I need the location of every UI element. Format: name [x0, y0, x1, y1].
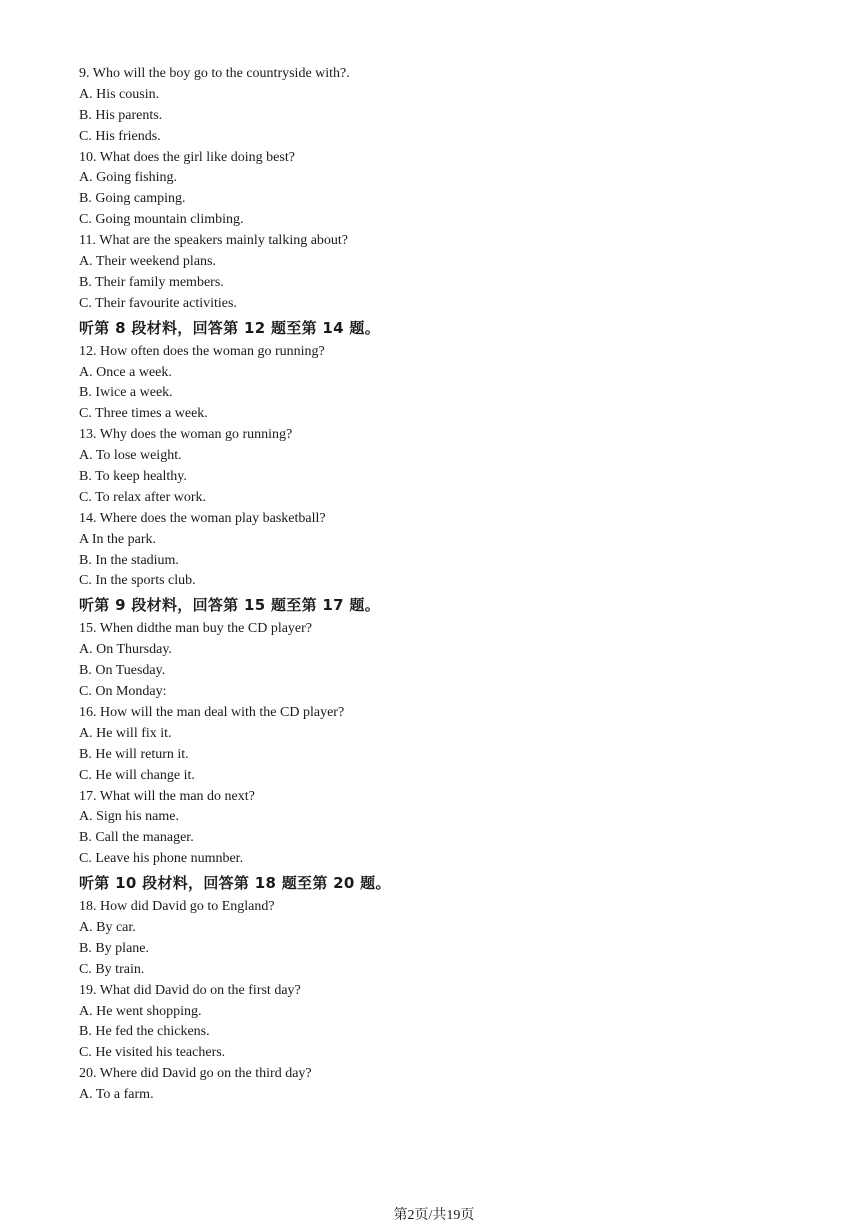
question-text: 17. What will the man do next? [79, 788, 255, 804]
section-heading: 听第 8 段材料，回答第 12 题至第 14 题。 [79, 318, 381, 337]
question-text: 12. How often does the woman go running? [79, 343, 325, 359]
answer-option: C. Going mountain climbing. [79, 212, 244, 228]
question-text: 16. How will the man deal with the CD player? [79, 704, 345, 720]
answer-option: A In the park. [79, 531, 156, 547]
question-text: 11. What are the speakers mainly talking about? [79, 233, 349, 249]
answer-option: A. Their weekend plans. [79, 254, 216, 270]
answer-option: A. Going fishing. [79, 170, 177, 186]
answer-option: B. Iwice a week. [79, 385, 173, 401]
answer-option: C. Their favourite activities. [79, 295, 237, 311]
question-text: 19. What did David do on the first day? [79, 982, 301, 998]
answer-option: C. By train. [79, 961, 145, 977]
question-text: 10. What does the girl like doing best? [79, 149, 295, 165]
answer-option: A. Sign his name. [79, 809, 179, 825]
answer-option: B. Their family members. [79, 274, 224, 290]
question-text: 9. Who will the boy go to the countryside with?. [79, 66, 350, 81]
answer-option: A. Once a week. [79, 364, 172, 380]
answer-option: A. By car. [79, 919, 136, 935]
answer-option: B. On Tuesday. [79, 663, 166, 679]
answer-option: A. To a farm. [79, 1087, 154, 1103]
answer-option: A. He will fix it. [79, 725, 172, 741]
question-text: 15. When didthe man buy the CD player? [79, 621, 313, 637]
answer-option: C. He visited his teachers. [79, 1045, 226, 1061]
answer-option: B. He fed the chickens. [79, 1024, 210, 1040]
document-body [79, 64, 819, 1106]
answer-option: A. His cousin. [79, 86, 160, 102]
answer-option: C. He will change it. [79, 767, 195, 783]
answer-option: A. On Thursday. [79, 642, 172, 658]
answer-option: B. Going camping. [79, 191, 186, 207]
answer-option: C. In the sports club. [79, 573, 196, 589]
answer-option: C. To relax after work. [79, 489, 207, 505]
section-heading: 听第 9 段材料，回答第 15 题至第 17 题。 [79, 596, 381, 615]
answer-option: B. Call the manager. [79, 830, 194, 846]
question-text: 20. Where did David go on the third day? [79, 1066, 312, 1082]
answer-option: B. In the stadium. [79, 552, 179, 568]
page-number: 第2页/共19页 [393, 1208, 475, 1223]
answer-option: C. His friends. [79, 128, 161, 144]
answer-option: A. To lose weight. [79, 448, 182, 464]
answer-option: B. By plane. [79, 940, 149, 956]
answer-option: C. On Monday: [79, 684, 167, 700]
answer-option: C. Leave his phone numnber. [79, 851, 244, 867]
answer-option: B. To keep healthy. [79, 469, 187, 485]
answer-option: A. He went shopping. [79, 1003, 202, 1019]
answer-option: B. He will return it. [79, 746, 189, 762]
section-heading: 听第 10 段材料，回答第 18 题至第 20 题。 [79, 874, 391, 893]
question-text: 14. Where does the woman play basketball? [79, 510, 326, 526]
question-text: 18. How did David go to England? [79, 899, 275, 915]
answer-option: C. Three times a week. [79, 406, 208, 422]
question-text: 13. Why does the woman go running? [79, 427, 293, 443]
answer-option: B. His parents. [79, 107, 163, 123]
